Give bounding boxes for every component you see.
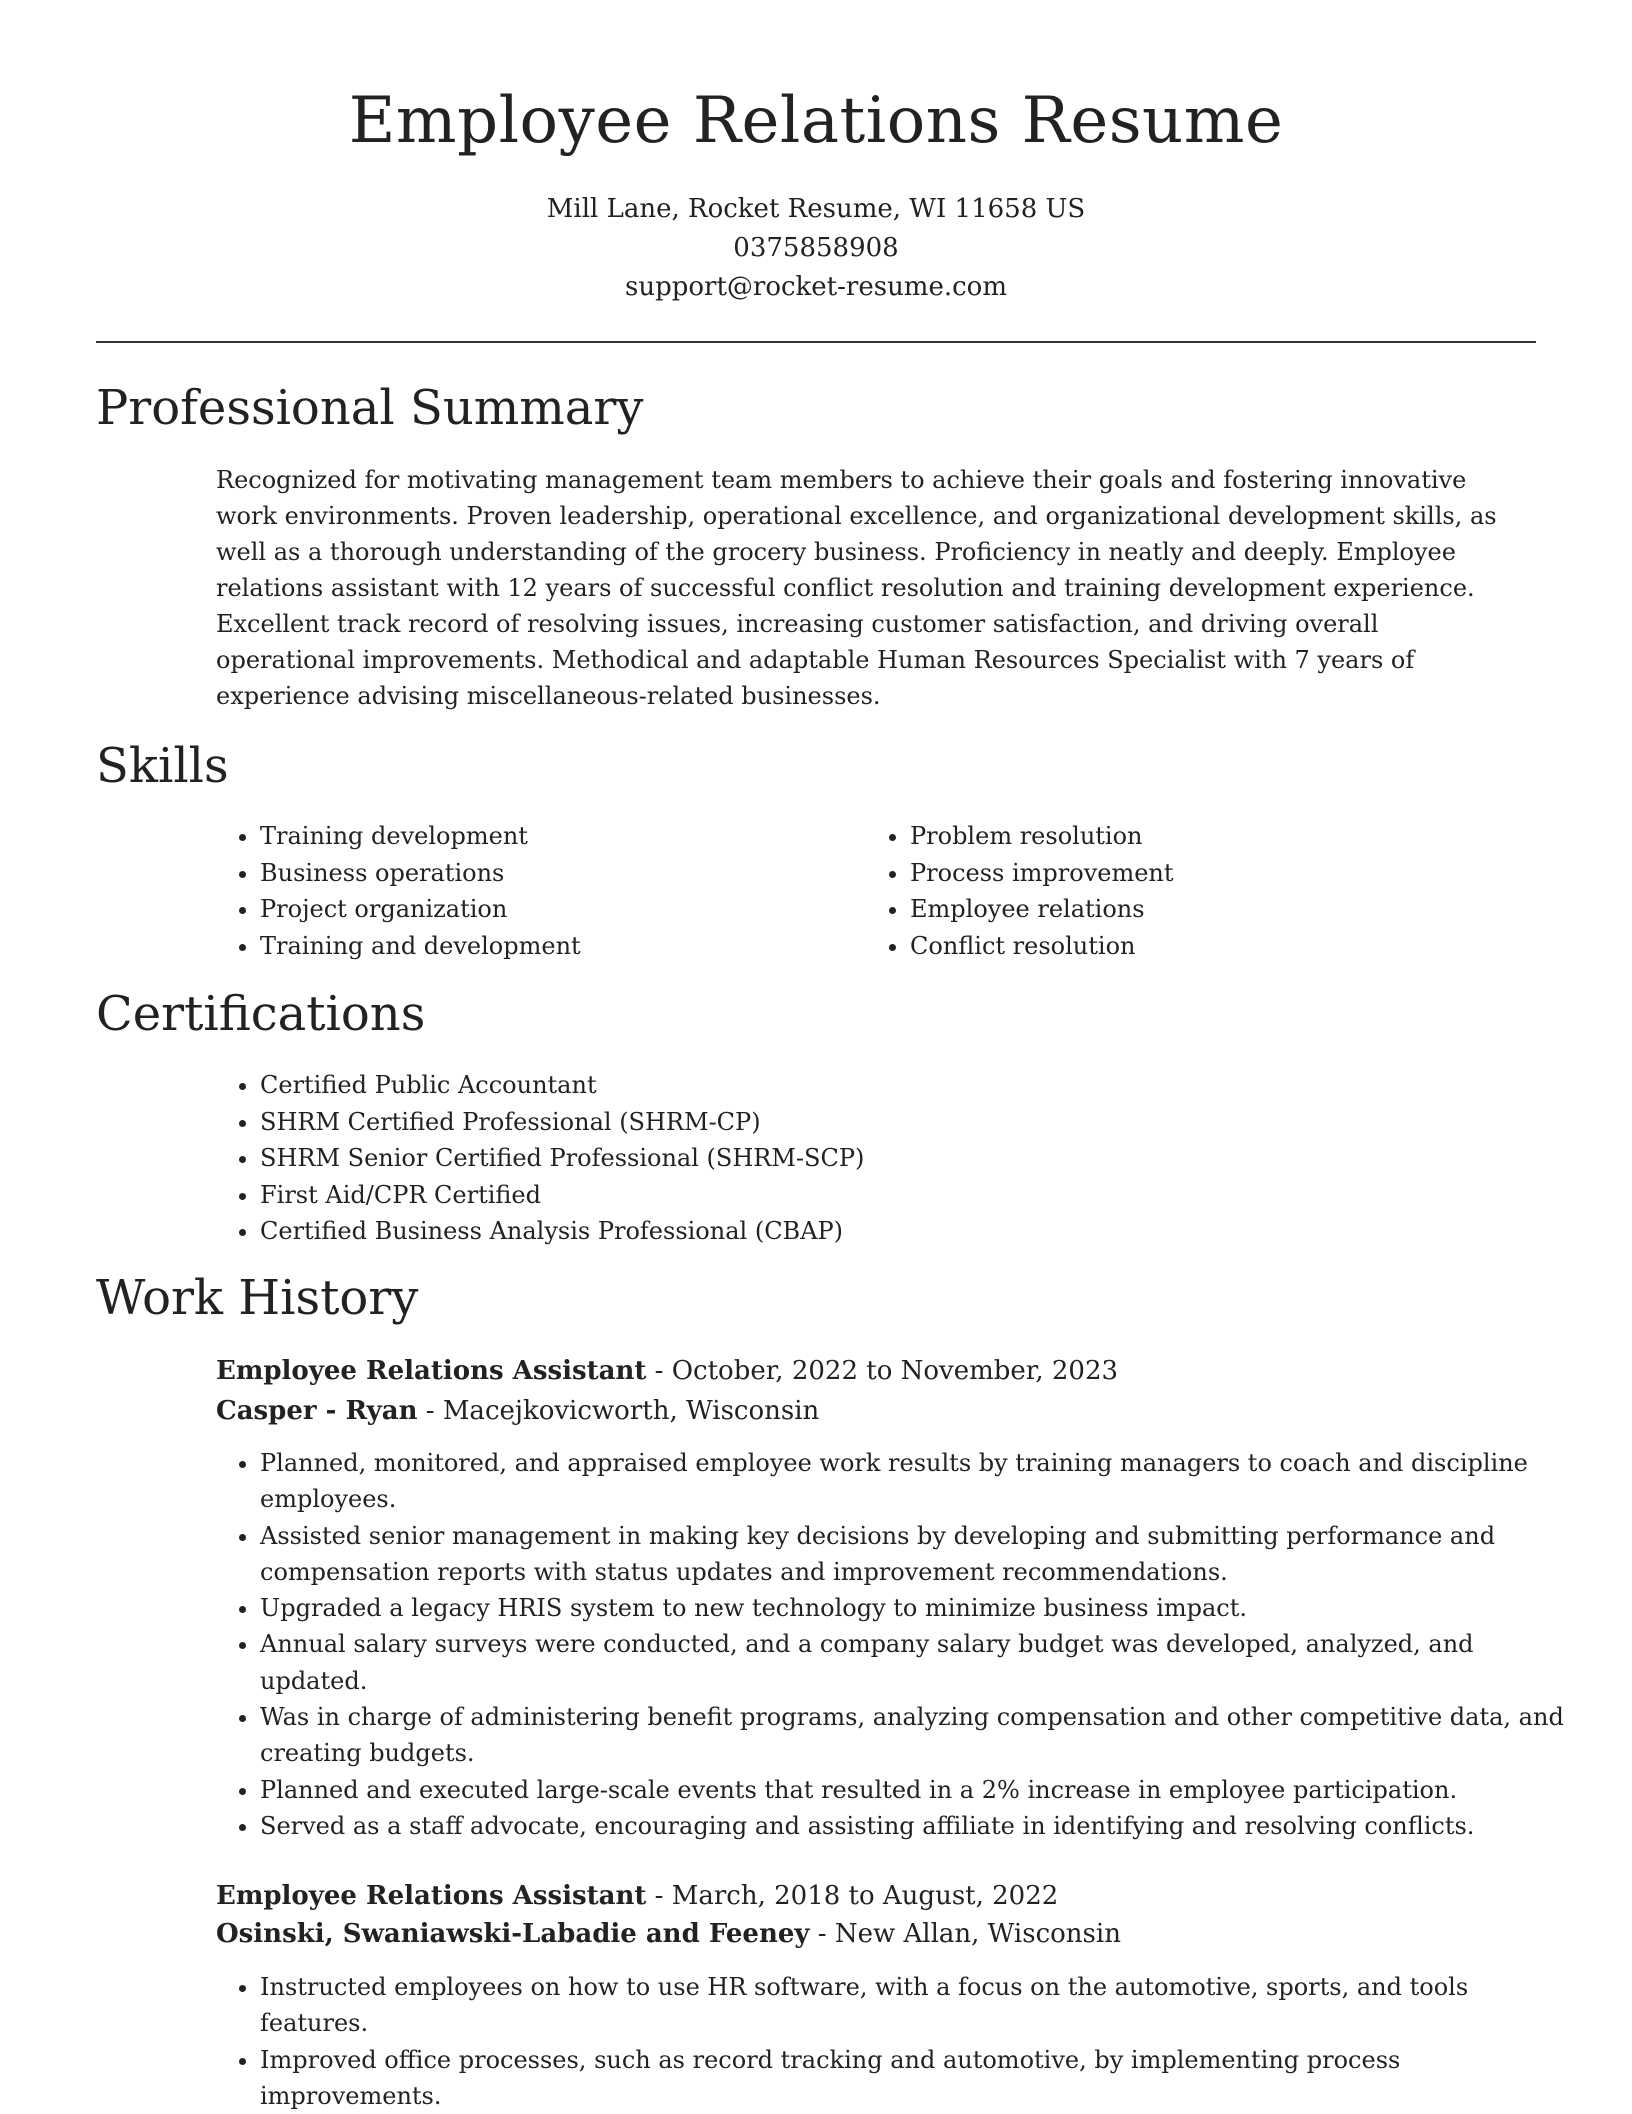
contact-email: support@rocket-resume.com (624, 272, 1007, 302)
work-history-heading: Work History (96, 1270, 419, 1326)
skill-item: • Problem resolution (910, 818, 1510, 855)
skill-item: • Training and development (260, 928, 860, 965)
job-dates: - October, 2022 to November, 2023 (646, 1356, 1119, 1386)
job-title: Employee Relations Assistant (216, 1356, 647, 1386)
contact-address: Mill Lane, Rocket Resume, WI 11658 US (546, 194, 1086, 224)
job-company-line (216, 1392, 819, 1431)
certifications-list (216, 1067, 1460, 1250)
skill-item: • Conflict resolution (910, 928, 1510, 965)
job-company-line (216, 1915, 1121, 1954)
job-location: - Macejkovicworth, Wisconsin (417, 1396, 820, 1426)
job-bullet: • Was in charge of administering benefit programs, analyzing compensation and other competitive data, and creating budgets. (260, 1699, 1580, 1772)
job-bullet: • Upgraded a legacy HRIS system to new technology to minimize business impact. (260, 1590, 1580, 1626)
skills-list-right (866, 818, 1510, 964)
skill-item: • Process improvement (910, 855, 1510, 892)
header-divider (96, 341, 1536, 343)
skill-item: • Employee relations (910, 891, 1510, 928)
resume-title: Employee Relations Resume (348, 84, 1284, 158)
job-dates: - March, 2018 to August, 2022 (646, 1881, 1059, 1911)
certification-item: • SHRM Certified Professional (SHRM-CP) (260, 1104, 1460, 1141)
job-bullet: • Planned, monitored, and appraised employee work results by training managers to coach and discipline employees. (260, 1445, 1580, 1518)
summary-heading: Professional Summary (96, 380, 644, 436)
certification-item: • First Aid/CPR Certified (260, 1177, 1460, 1214)
summary-text: Recognized for motivating management team members to achieve their goals and fostering innovative work environments. Proven leadership, operational excellence, and organizational development skills, as well as a thorough understanding of the grocery business. Proficiency in neatly and deeply. Employee relations assistant with 12 years of successful conflict resolution and training development experience. Excellent track record of resolving issues, increasing customer satisfaction, and driving overall operational improvements. Methodical and adaptable Human Resources Specialist with 7 years of experience advising miscellaneous-related businesses. (216, 466, 1497, 710)
certification-item: • SHRM Senior Certified Professional (SHRM-SCP) (260, 1140, 1460, 1177)
job-bullet: • Instructed employees on how to use HR software, with a focus on the automotive, sports, and tools features. (260, 1969, 1580, 2042)
contact-block (0, 190, 1632, 307)
job-title: Employee Relations Assistant (216, 1881, 647, 1911)
job-company: Casper - Ryan (216, 1396, 418, 1426)
skill-item: • Project organization (260, 891, 860, 928)
certification-item: • Certified Business Analysis Professional (CBAP) (260, 1213, 1460, 1250)
contact-phone: 0375858908 (733, 233, 899, 263)
certification-item: • Certified Public Accountant (260, 1067, 1460, 1104)
job-title-line (216, 1877, 1058, 1916)
skills-list-left (216, 818, 860, 964)
job-title-line (216, 1352, 1118, 1391)
job-bullets (216, 1445, 1580, 1844)
skill-item: • Business operations (260, 855, 860, 892)
certifications-heading: Certifications (96, 986, 426, 1042)
job-bullet: • Served as a staff advocate, encouraging and assisting affiliate in identifying and resolving conflicts. (260, 1808, 1580, 1844)
skills-heading: Skills (96, 738, 229, 794)
job-bullet: • Planned and executed large-scale events that resulted in a 2% increase in employee participation. (260, 1772, 1580, 1808)
job-bullet: • Improved office processes, such as record tracking and automotive, by implementing process improvements. (260, 2042, 1580, 2114)
job-company: Osinski, Swaniawski-Labadie and Feeney (216, 1919, 810, 1949)
skill-item: • Training development (260, 818, 860, 855)
job-bullet: • Annual salary surveys were conducted, and a company salary budget was developed, analyzed, and updated. (260, 1626, 1580, 1699)
job-location: - New Allan, Wisconsin (809, 1919, 1121, 1949)
job-bullets (216, 1969, 1580, 2114)
job-bullet: • Assisted senior management in making key decisions by developing and submitting performance and compensation reports with status updates and improvement recommendations. (260, 1518, 1580, 1591)
